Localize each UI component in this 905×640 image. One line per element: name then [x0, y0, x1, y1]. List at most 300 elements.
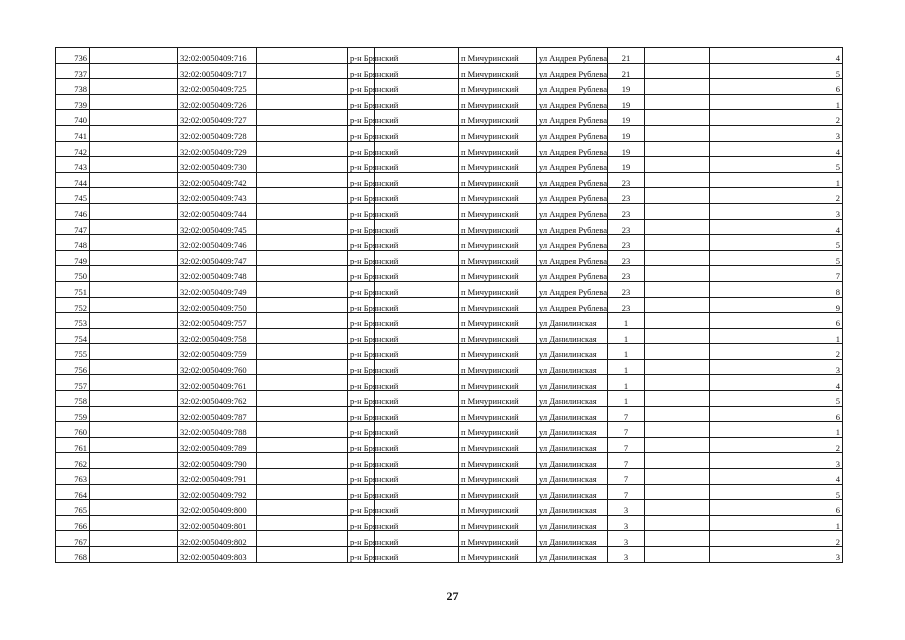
- empty-cell: [645, 547, 710, 563]
- cadastral-number-cell: 32:02:0050409:803: [178, 547, 257, 563]
- cadastral-number-cell: 32:02:0050409:730: [178, 157, 257, 173]
- settlement-cell: п Мичуринский: [459, 328, 537, 344]
- house-number-cell: 3: [608, 547, 645, 563]
- street-cell: ул Андрея Рублева: [537, 235, 608, 251]
- house-number-cell: 23: [608, 188, 645, 204]
- empty-cell: [90, 188, 178, 204]
- district-cell: р-н Брянский: [348, 157, 375, 173]
- district-cell: р-н Брянский: [348, 406, 375, 422]
- district-cell: р-н Брянский: [348, 219, 375, 235]
- apartment-number-cell: 5: [710, 484, 843, 500]
- record-number-cell: 754: [56, 328, 90, 344]
- cadastral-number-cell: 32:02:0050409:747: [178, 250, 257, 266]
- empty-cell: [90, 531, 178, 547]
- street-cell: ул Андрея Рублева: [537, 141, 608, 157]
- empty-cell: [257, 469, 348, 485]
- record-number-cell: 746: [56, 203, 90, 219]
- table-row: [56, 63, 843, 79]
- empty-cell: [257, 391, 348, 407]
- record-number-cell: 748: [56, 235, 90, 251]
- table-row: [56, 281, 843, 297]
- settlement-cell: п Мичуринский: [459, 281, 537, 297]
- cadastral-number-cell: 32:02:0050409:748: [178, 266, 257, 282]
- district-cell: р-н Брянский: [348, 203, 375, 219]
- district-cell: р-н Брянский: [348, 484, 375, 500]
- street-cell: ул Андрея Рублева: [537, 94, 608, 110]
- record-number-cell: 736: [56, 48, 90, 64]
- house-number-cell: 3: [608, 515, 645, 531]
- table-row: [56, 469, 843, 485]
- district-cell: р-н Брянский: [348, 79, 375, 95]
- empty-cell: [90, 63, 178, 79]
- empty-cell: [90, 500, 178, 516]
- empty-cell: [645, 281, 710, 297]
- street-cell: ул Данилинская: [537, 531, 608, 547]
- apartment-number-cell: 1: [710, 328, 843, 344]
- apartment-number-cell: 2: [710, 110, 843, 126]
- record-number-cell: 762: [56, 453, 90, 469]
- house-number-cell: 21: [608, 48, 645, 64]
- house-number-cell: 19: [608, 79, 645, 95]
- record-number-cell: 756: [56, 359, 90, 375]
- street-cell: ул Андрея Рублева: [537, 219, 608, 235]
- settlement-cell: п Мичуринский: [459, 359, 537, 375]
- cadastral-number-cell: 32:02:0050409:761: [178, 375, 257, 391]
- district-cell: р-н Брянский: [348, 110, 375, 126]
- district-cell: р-н Брянский: [348, 63, 375, 79]
- cadastral-number-cell: 32:02:0050409:745: [178, 219, 257, 235]
- empty-cell: [257, 219, 348, 235]
- empty-cell: [645, 406, 710, 422]
- cadastral-number-cell: 32:02:0050409:801: [178, 515, 257, 531]
- empty-cell: [645, 235, 710, 251]
- cadastral-number-cell: 32:02:0050409:759: [178, 344, 257, 360]
- table-body: [56, 48, 843, 563]
- empty-cell: [645, 219, 710, 235]
- cadastral-number-cell: 32:02:0050409:717: [178, 63, 257, 79]
- settlement-cell: п Мичуринский: [459, 453, 537, 469]
- apartment-number-cell: 8: [710, 281, 843, 297]
- empty-cell: [90, 250, 178, 266]
- street-cell: ул Данилинская: [537, 375, 608, 391]
- record-number-cell: 740: [56, 110, 90, 126]
- district-cell: р-н Брянский: [348, 344, 375, 360]
- table-row: [56, 313, 843, 329]
- house-number-cell: 23: [608, 235, 645, 251]
- empty-cell: [257, 125, 348, 141]
- record-number-cell: 745: [56, 188, 90, 204]
- record-number-cell: 761: [56, 437, 90, 453]
- record-number-cell: 767: [56, 531, 90, 547]
- empty-cell: [90, 391, 178, 407]
- settlement-cell: п Мичуринский: [459, 110, 537, 126]
- empty-cell: [257, 250, 348, 266]
- street-cell: ул Андрея Рублева: [537, 63, 608, 79]
- empty-cell: [257, 110, 348, 126]
- empty-cell: [645, 266, 710, 282]
- page-number: 27: [446, 589, 459, 603]
- house-number-cell: 3: [608, 531, 645, 547]
- record-number-cell: 768: [56, 547, 90, 563]
- empty-cell: [257, 484, 348, 500]
- empty-cell: [645, 48, 710, 64]
- empty-cell: [645, 437, 710, 453]
- empty-cell: [645, 344, 710, 360]
- street-cell: ул Андрея Рублева: [537, 281, 608, 297]
- settlement-cell: п Мичуринский: [459, 422, 537, 438]
- record-number-cell: 764: [56, 484, 90, 500]
- cadastral-number-cell: 32:02:0050409:757: [178, 313, 257, 329]
- cadastral-number-cell: 32:02:0050409:743: [178, 188, 257, 204]
- apartment-number-cell: 3: [710, 453, 843, 469]
- empty-cell: [90, 453, 178, 469]
- empty-cell: [645, 375, 710, 391]
- apartment-number-cell: 5: [710, 391, 843, 407]
- empty-cell: [645, 422, 710, 438]
- record-number-cell: 766: [56, 515, 90, 531]
- empty-cell: [645, 313, 710, 329]
- empty-cell: [90, 484, 178, 500]
- table-row: [56, 172, 843, 188]
- district-cell: р-н Брянский: [348, 188, 375, 204]
- empty-cell: [90, 266, 178, 282]
- street-cell: ул Андрея Рублева: [537, 157, 608, 173]
- table-row: [56, 391, 843, 407]
- apartment-number-cell: 1: [710, 422, 843, 438]
- empty-cell: [645, 469, 710, 485]
- district-cell: р-н Брянский: [348, 172, 375, 188]
- settlement-cell: п Мичуринский: [459, 235, 537, 251]
- house-number-cell: 7: [608, 469, 645, 485]
- street-cell: ул Данилинская: [537, 422, 608, 438]
- house-number-cell: 3: [608, 500, 645, 516]
- settlement-cell: п Мичуринский: [459, 79, 537, 95]
- table-row: [56, 188, 843, 204]
- empty-cell: [257, 313, 348, 329]
- street-cell: ул Данилинская: [537, 453, 608, 469]
- apartment-number-cell: 7: [710, 266, 843, 282]
- street-cell: ул Андрея Рублева: [537, 172, 608, 188]
- settlement-cell: п Мичуринский: [459, 391, 537, 407]
- apartment-number-cell: 5: [710, 235, 843, 251]
- cadastral-number-cell: 32:02:0050409:744: [178, 203, 257, 219]
- apartment-number-cell: 6: [710, 406, 843, 422]
- empty-cell: [90, 281, 178, 297]
- district-cell: р-н Брянский: [348, 94, 375, 110]
- apartment-number-cell: 5: [710, 157, 843, 173]
- empty-cell: [90, 344, 178, 360]
- house-number-cell: 19: [608, 157, 645, 173]
- empty-cell: [257, 437, 348, 453]
- record-number-cell: 758: [56, 391, 90, 407]
- cadastral-number-cell: 32:02:0050409:729: [178, 141, 257, 157]
- cadastral-number-cell: 32:02:0050409:789: [178, 437, 257, 453]
- empty-cell: [257, 48, 348, 64]
- street-cell: ул Андрея Рублева: [537, 297, 608, 313]
- table-row: [56, 235, 843, 251]
- empty-cell: [257, 141, 348, 157]
- empty-cell: [90, 110, 178, 126]
- district-cell: р-н Брянский: [348, 469, 375, 485]
- street-cell: ул Данилинская: [537, 313, 608, 329]
- empty-cell: [90, 125, 178, 141]
- house-number-cell: 1: [608, 391, 645, 407]
- street-cell: ул Данилинская: [537, 391, 608, 407]
- cadastral-number-cell: 32:02:0050409:790: [178, 453, 257, 469]
- empty-cell: [90, 547, 178, 563]
- empty-cell: [90, 172, 178, 188]
- record-number-cell: 739: [56, 94, 90, 110]
- apartment-number-cell: 3: [710, 203, 843, 219]
- house-number-cell: 23: [608, 219, 645, 235]
- settlement-cell: п Мичуринский: [459, 141, 537, 157]
- table-row: [56, 328, 843, 344]
- apartment-number-cell: 1: [710, 515, 843, 531]
- record-number-cell: 743: [56, 157, 90, 173]
- empty-cell: [257, 422, 348, 438]
- house-number-cell: 23: [608, 172, 645, 188]
- apartment-number-cell: 4: [710, 141, 843, 157]
- empty-cell: [645, 531, 710, 547]
- empty-cell: [90, 297, 178, 313]
- cadastral-number-cell: 32:02:0050409:749: [178, 281, 257, 297]
- empty-cell: [90, 203, 178, 219]
- district-cell: р-н Брянский: [348, 515, 375, 531]
- table-row: [56, 422, 843, 438]
- empty-cell: [90, 515, 178, 531]
- empty-cell: [257, 281, 348, 297]
- empty-cell: [645, 157, 710, 173]
- house-number-cell: 7: [608, 406, 645, 422]
- table-row: [56, 359, 843, 375]
- table-row: [56, 484, 843, 500]
- district-cell: р-н Брянский: [348, 235, 375, 251]
- street-cell: ул Андрея Рублева: [537, 48, 608, 64]
- apartment-number-cell: 1: [710, 94, 843, 110]
- record-number-cell: 753: [56, 313, 90, 329]
- empty-cell: [90, 359, 178, 375]
- settlement-cell: п Мичуринский: [459, 344, 537, 360]
- house-number-cell: 1: [608, 359, 645, 375]
- street-cell: ул Андрея Рублева: [537, 266, 608, 282]
- house-number-cell: 23: [608, 281, 645, 297]
- empty-cell: [257, 359, 348, 375]
- empty-cell: [90, 79, 178, 95]
- record-number-cell: 759: [56, 406, 90, 422]
- cadastral-number-cell: 32:02:0050409:727: [178, 110, 257, 126]
- settlement-cell: п Мичуринский: [459, 250, 537, 266]
- apartment-number-cell: 3: [710, 359, 843, 375]
- empty-cell: [645, 359, 710, 375]
- district-cell: р-н Брянский: [348, 141, 375, 157]
- cadastral-number-cell: 32:02:0050409:742: [178, 172, 257, 188]
- settlement-cell: п Мичуринский: [459, 313, 537, 329]
- cadastral-number-cell: 32:02:0050409:716: [178, 48, 257, 64]
- district-cell: р-н Брянский: [348, 547, 375, 563]
- empty-cell: [257, 531, 348, 547]
- district-cell: р-н Брянский: [348, 422, 375, 438]
- record-number-cell: 744: [56, 172, 90, 188]
- settlement-cell: п Мичуринский: [459, 297, 537, 313]
- table-row: [56, 266, 843, 282]
- street-cell: ул Данилинская: [537, 469, 608, 485]
- empty-cell: [645, 484, 710, 500]
- street-cell: ул Данилинская: [537, 344, 608, 360]
- empty-cell: [90, 141, 178, 157]
- apartment-number-cell: 9: [710, 297, 843, 313]
- apartment-number-cell: 4: [710, 219, 843, 235]
- district-cell: р-н Брянский: [348, 453, 375, 469]
- cadastral-number-cell: 32:02:0050409:800: [178, 500, 257, 516]
- empty-cell: [90, 406, 178, 422]
- house-number-cell: 1: [608, 375, 645, 391]
- empty-cell: [645, 391, 710, 407]
- street-cell: ул Данилинская: [537, 328, 608, 344]
- settlement-cell: п Мичуринский: [459, 375, 537, 391]
- cadastral-number-cell: 32:02:0050409:750: [178, 297, 257, 313]
- settlement-cell: п Мичуринский: [459, 515, 537, 531]
- record-number-cell: 751: [56, 281, 90, 297]
- house-number-cell: 1: [608, 313, 645, 329]
- house-number-cell: 19: [608, 125, 645, 141]
- cadastral-number-cell: 32:02:0050409:725: [178, 79, 257, 95]
- settlement-cell: п Мичуринский: [459, 547, 537, 563]
- empty-cell: [645, 63, 710, 79]
- district-cell: р-н Брянский: [348, 281, 375, 297]
- empty-cell: [645, 515, 710, 531]
- cadastral-number-cell: 32:02:0050409:746: [178, 235, 257, 251]
- record-number-cell: 750: [56, 266, 90, 282]
- table-row: [56, 203, 843, 219]
- empty-cell: [90, 48, 178, 64]
- empty-cell: [257, 172, 348, 188]
- table-row: [56, 344, 843, 360]
- empty-cell: [257, 344, 348, 360]
- district-cell: р-н Брянский: [348, 500, 375, 516]
- district-cell: р-н Брянский: [348, 48, 375, 64]
- record-number-cell: 737: [56, 63, 90, 79]
- settlement-cell: п Мичуринский: [459, 203, 537, 219]
- street-cell: ул Данилинская: [537, 437, 608, 453]
- apartment-number-cell: 2: [710, 437, 843, 453]
- settlement-cell: п Мичуринский: [459, 406, 537, 422]
- table-row: [56, 515, 843, 531]
- settlement-cell: п Мичуринский: [459, 531, 537, 547]
- cadastral-number-cell: 32:02:0050409:791: [178, 469, 257, 485]
- empty-cell: [257, 63, 348, 79]
- table-row: [56, 219, 843, 235]
- empty-cell: [645, 250, 710, 266]
- street-cell: ул Андрея Рублева: [537, 188, 608, 204]
- house-number-cell: 19: [608, 141, 645, 157]
- empty-cell: [90, 219, 178, 235]
- street-cell: ул Данилинская: [537, 547, 608, 563]
- empty-cell: [90, 328, 178, 344]
- district-cell: р-н Брянский: [348, 391, 375, 407]
- empty-cell: [90, 313, 178, 329]
- empty-cell: [257, 406, 348, 422]
- empty-cell: [645, 328, 710, 344]
- apartment-number-cell: 2: [710, 188, 843, 204]
- apartment-number-cell: 6: [710, 79, 843, 95]
- table-row: [56, 79, 843, 95]
- empty-cell: [90, 437, 178, 453]
- record-number-cell: 752: [56, 297, 90, 313]
- district-cell: р-н Брянский: [348, 531, 375, 547]
- settlement-cell: п Мичуринский: [459, 469, 537, 485]
- empty-cell: [645, 188, 710, 204]
- empty-cell: [257, 515, 348, 531]
- apartment-number-cell: 4: [710, 48, 843, 64]
- empty-cell: [90, 422, 178, 438]
- settlement-cell: п Мичуринский: [459, 157, 537, 173]
- settlement-cell: п Мичуринский: [459, 63, 537, 79]
- table-row: [56, 500, 843, 516]
- land-plots-table: [55, 47, 843, 563]
- empty-cell: [257, 500, 348, 516]
- house-number-cell: 23: [608, 297, 645, 313]
- empty-cell: [257, 157, 348, 173]
- apartment-number-cell: 4: [710, 469, 843, 485]
- empty-cell: [645, 110, 710, 126]
- record-number-cell: 749: [56, 250, 90, 266]
- record-number-cell: 742: [56, 141, 90, 157]
- house-number-cell: 1: [608, 328, 645, 344]
- district-cell: р-н Брянский: [348, 328, 375, 344]
- settlement-cell: п Мичуринский: [459, 172, 537, 188]
- street-cell: ул Данилинская: [537, 359, 608, 375]
- street-cell: ул Данилинская: [537, 500, 608, 516]
- house-number-cell: 1: [608, 344, 645, 360]
- empty-cell: [645, 500, 710, 516]
- table-row: [56, 531, 843, 547]
- table-row: [56, 375, 843, 391]
- street-cell: ул Андрея Рублева: [537, 250, 608, 266]
- empty-cell: [645, 79, 710, 95]
- street-cell: ул Данилинская: [537, 515, 608, 531]
- table-row: [56, 48, 843, 64]
- empty-cell: [90, 157, 178, 173]
- empty-cell: [90, 94, 178, 110]
- settlement-cell: п Мичуринский: [459, 437, 537, 453]
- empty-cell: [257, 235, 348, 251]
- district-cell: р-н Брянский: [348, 297, 375, 313]
- district-cell: р-н Брянский: [348, 313, 375, 329]
- street-cell: ул Андрея Рублева: [537, 110, 608, 126]
- empty-cell: [257, 79, 348, 95]
- empty-cell: [90, 469, 178, 485]
- apartment-number-cell: 5: [710, 250, 843, 266]
- empty-cell: [90, 235, 178, 251]
- empty-cell: [257, 328, 348, 344]
- empty-cell: [645, 141, 710, 157]
- empty-cell: [257, 375, 348, 391]
- table-row: [56, 94, 843, 110]
- record-number-cell: 747: [56, 219, 90, 235]
- settlement-cell: п Мичуринский: [459, 500, 537, 516]
- apartment-number-cell: 4: [710, 375, 843, 391]
- empty-cell: [645, 297, 710, 313]
- table-row: [56, 250, 843, 266]
- cadastral-number-cell: 32:02:0050409:758: [178, 328, 257, 344]
- house-number-cell: 21: [608, 63, 645, 79]
- table-row: [56, 141, 843, 157]
- empty-cell: [257, 547, 348, 563]
- settlement-cell: п Мичуринский: [459, 48, 537, 64]
- record-number-cell: 741: [56, 125, 90, 141]
- street-cell: ул Данилинская: [537, 406, 608, 422]
- district-cell: р-н Брянский: [348, 250, 375, 266]
